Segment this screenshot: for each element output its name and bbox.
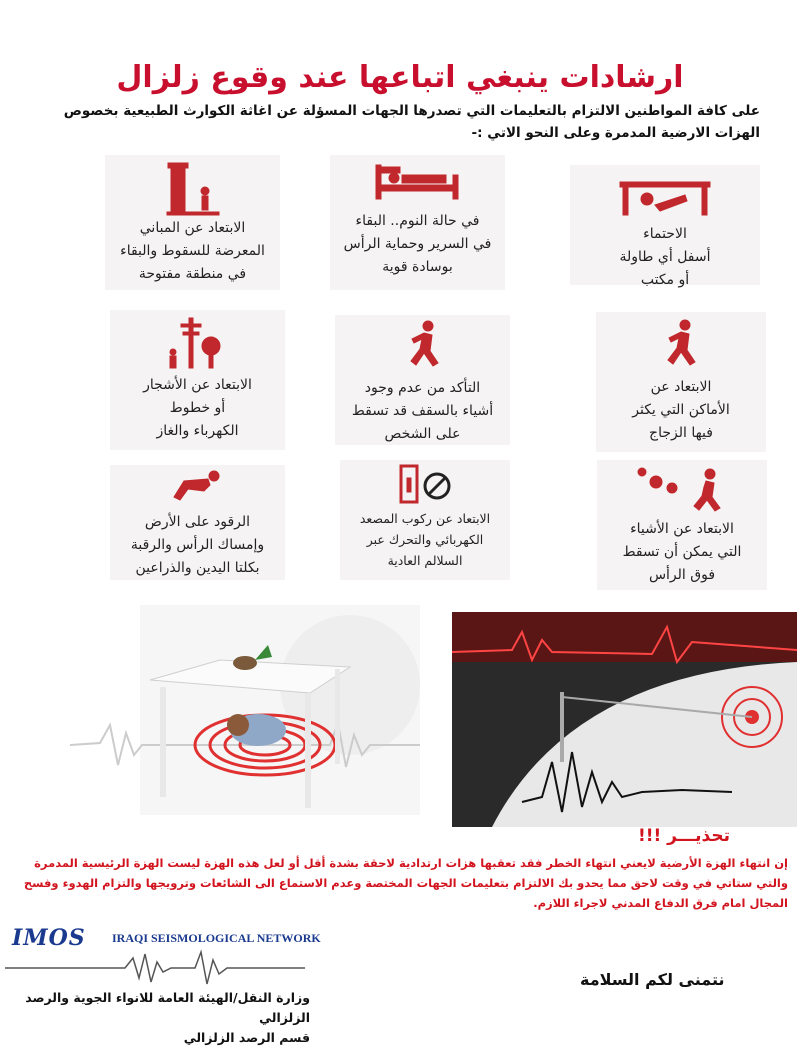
tip-line: التي يمكن أن تسقط xyxy=(622,544,742,560)
tip-line: أو خطوط xyxy=(169,400,226,416)
tip-line: أشياء بالسقف قد تسقط xyxy=(351,403,494,419)
tip-line: في حالة النوم.. البقاء xyxy=(355,213,480,229)
tip-line: الكهرباء والغاز xyxy=(156,423,239,439)
seismic-wave-icon xyxy=(5,948,305,988)
imos-logo: IMOS xyxy=(12,925,86,951)
tip-card-elevator xyxy=(340,460,510,580)
network-name: IRAQI SEISMOLOGICAL NETWORK xyxy=(112,931,321,945)
building-icon xyxy=(163,161,223,217)
tip-line: الابتعاد عن xyxy=(650,379,712,395)
tip-line: الكهربائي والتحرك عبر xyxy=(366,532,484,547)
under-table-icon xyxy=(615,177,715,217)
seismograph-illustration xyxy=(452,612,797,827)
tip-line: الأماكن التي يكثر xyxy=(632,402,730,418)
tip-line: التأكد من عدم وجود xyxy=(364,380,481,396)
running-person-icon xyxy=(402,319,446,375)
tip-line: الابتعاد عن الأشجار xyxy=(143,377,252,393)
ministry-text xyxy=(10,988,310,1048)
running-person-icon xyxy=(659,318,703,374)
tip-line: بوسادة قوية xyxy=(382,259,453,275)
tip-line: أو مكتب xyxy=(640,272,690,288)
tip-card-under-table xyxy=(570,165,760,288)
tip-card-glass xyxy=(596,312,766,452)
ministry-line: قسم الرصد الزلزالي xyxy=(183,1030,310,1045)
tip-line: في منطقة مفتوحة xyxy=(138,266,247,282)
warning-title: تحذيـــر !!! xyxy=(637,826,730,846)
tip-line: وإمساك الرأس والرقبة xyxy=(130,537,265,553)
tip-line: على الشخص xyxy=(384,426,461,442)
page-title: ارشادات ينبغي اتباعها عند وقوع زلزال xyxy=(116,60,684,95)
tip-line: السلالم العادية xyxy=(387,553,463,568)
tip-line: في السرير وحماية الرأس xyxy=(343,236,492,252)
tip-card-trees xyxy=(110,310,285,450)
tip-line: بكلتا اليدين والذراعين xyxy=(135,560,260,576)
tip-card-bed xyxy=(330,155,505,290)
safety-wish: نتمنى لكم السلامة xyxy=(580,970,725,989)
tip-line: الاحتماء xyxy=(643,226,687,242)
bed-icon xyxy=(372,161,462,201)
intro-text: على كافة المواطنين الالتزام بالتعليمات التي تصدرها الجهات المسؤلة عن اغاثة الكوارث الطبيعية بخصوص الهزات الارضية المدمرة وعلى النحو الاتي :- xyxy=(63,103,760,141)
tip-line: الابتعاد عن المباني xyxy=(139,220,246,236)
crouch-icon xyxy=(168,467,228,503)
tip-card-falling-objects xyxy=(597,460,767,590)
tip-card-buildings xyxy=(105,155,280,290)
tip-line: الابتعاد عن ركوب المصعد xyxy=(359,511,491,526)
ministry-line: وزارة النقل/الهيئة العامة للانواء الجوية والرصد الزلزالي xyxy=(25,990,310,1025)
tip-line: فيها الزجاج xyxy=(649,425,713,441)
tip-line: أسفل أي طاولة xyxy=(619,249,711,265)
tip-card-crouch xyxy=(110,465,285,580)
falling-objects-icon xyxy=(632,464,732,514)
tree-power-line-icon xyxy=(165,314,229,372)
tip-line: فوق الرأس xyxy=(648,567,716,583)
table-shelter-illustration xyxy=(20,605,440,815)
tip-line: المعرضة للسقوط والبقاء xyxy=(120,243,265,259)
warning-text: إن انتهاء الهزة الأرضية لايعني انتهاء الخطر فقد تعقبها هزات ارتدادية لاحقة بشدة أقل أو لعل هذه الهزة ليست الهزة الرئيسية المدمرة والتي ستاتي في وقت لاحق مما يحدو بك الالتزام بتعليمات الجهات المختصة وعدم الاستماع الى الشائعات وترويجها والتزام الهدوء وفسح المجال امام فرق الدفاع المدني لاجراء اللازم. xyxy=(23,856,788,910)
tip-line: الرقود على الأرض xyxy=(144,514,251,530)
tip-card-ceiling xyxy=(335,315,510,445)
tip-line: الابتعاد عن الأشياء xyxy=(630,521,734,537)
no-elevator-icon xyxy=(395,462,455,506)
